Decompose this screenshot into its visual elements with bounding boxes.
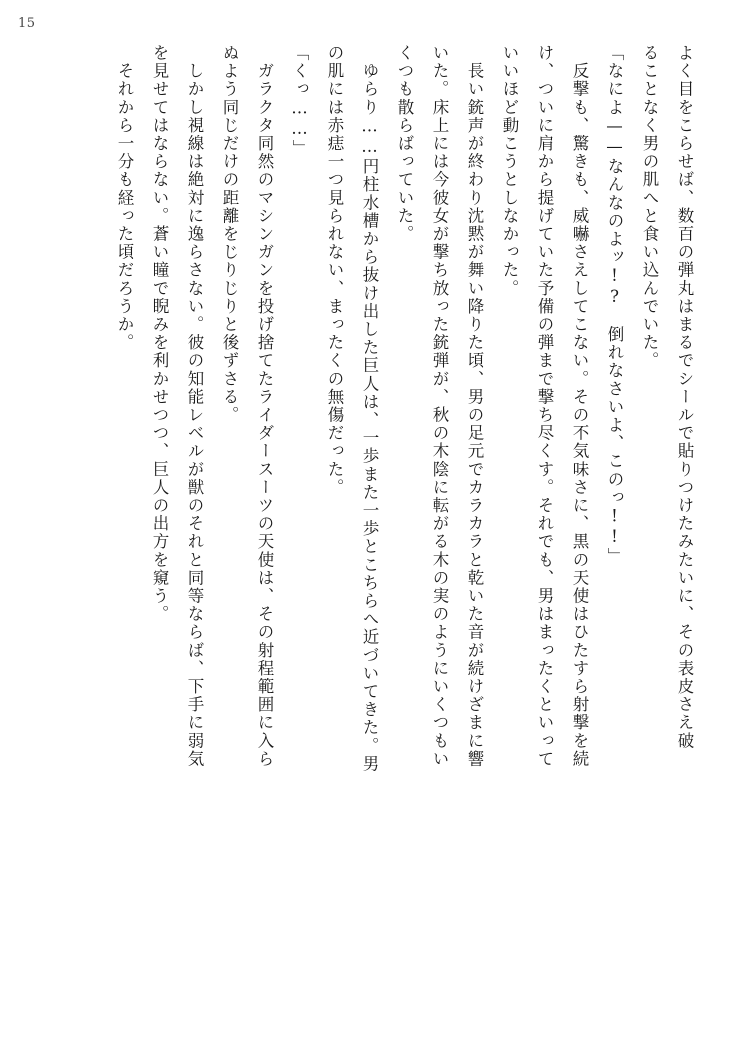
- text-column: それから一分も経った頃だろうか。: [115, 44, 134, 352]
- text-column: を見せてはならない。蒼い瞳で睨みを利かせつつ、巨人の出方を窺う。: [150, 44, 169, 624]
- text-column: ガラクタ同然のマシンガンを投げ捨てたライダースーツの天使は、その射程範囲に入ら: [255, 44, 274, 768]
- vertical-text-body: [50, 44, 702, 1002]
- text-column: ぬよう同じだけの距離をじりじりと後ずさる。: [220, 44, 239, 425]
- text-column: の肌には赤痣一つ見られない、まったくの無傷だった。: [325, 44, 344, 497]
- text-column: しかし視線は絶対に逸らさない。彼の知能レベルが獣のそれと同等ならば、下手に弱気: [185, 44, 204, 768]
- text-column: ることなく男の肌へと食い込んでいた。: [640, 44, 659, 370]
- text-column: 反撃も、驚きも、威嚇さえしてこない。その不気味さに、黒の天使はひたすら射撃を続: [570, 44, 589, 768]
- text-column: いいほど動こうとしなかった。: [500, 44, 519, 298]
- text-column: ゆらり……円柱水槽から抜け出した巨人は、一歩また一歩とこちらへ近づいてきた。男: [360, 44, 379, 773]
- text-column: 「くっ……」: [290, 44, 309, 158]
- text-column: け、ついに肩から提げていた予備の弾まで撃ち尽くす。それでも、男はまったくといって: [535, 44, 554, 768]
- text-column: 長い銃声が終わり沈黙が舞い降りた頃、男の足元でカラカラと乾いた音が続けざまに響: [465, 44, 484, 768]
- text-column: いた。床上には今彼女が撃ち放った銃弾が、秋の木陰に転がる木の実のようにいくつもい: [430, 44, 449, 768]
- text-column: よく目をこらせば、数百の弾丸はまるでシールで貼りつけたみたいに、その表皮さえ破: [675, 44, 694, 750]
- text-column: くつも散らばっていた。: [395, 44, 414, 244]
- text-column: 「なによ——なんなのよッ!? 倒れなさいよ、このっ!!」: [605, 44, 624, 566]
- page-number: 15: [18, 16, 36, 31]
